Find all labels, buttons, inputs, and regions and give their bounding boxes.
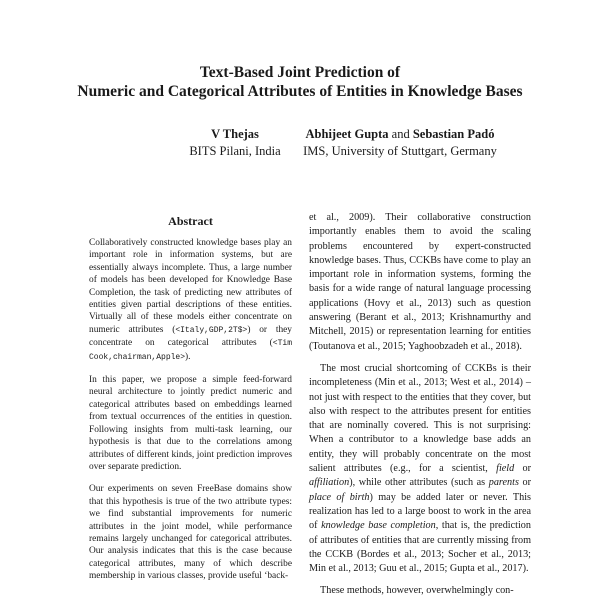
body-text: , that is, the prediction of attributes of entities that are currently missing from the CCKB (Bordes et al., 2013; Socher et al., 2013; Min et al., 2013; Guu et al., 2015; Gupta et al., 2017). [309,520,531,575]
paper-title [60,63,540,101]
author-names [300,126,500,143]
author-affiliation: IMS, University of Stuttgart, Germany [303,144,497,158]
title-line-1: Text-Based Joint Prediction of [199,64,401,81]
emphasis: place of birth [309,491,370,503]
body-text: or [518,477,531,489]
body-paragraph-3: These methods, however, overwhelmingly con- [320,585,514,597]
abstract-paragraph-2: In this paper, we propose a simple feed-forward neural architecture to jointly predict numeric and categorical attributes based on embeddings learned from textual occurrences of the entities in question. Following insights from multi-task learning, our hypothesis is that due to the correlations among attributes of different kinds, joint prediction improves over separate prediction. [89,375,292,472]
emphasis: parents [488,477,519,489]
author-name-b: Sebastian Padó [412,127,495,141]
body-text: ) may be added later or never. This realization has led to a large boost to work in the area of [309,491,531,532]
body-paragraph-2 [309,362,531,576]
code-example-categorical: <Tim Cook,chairman,Apple> [89,339,292,362]
right-column [309,211,531,607]
emphasis: affiliation [309,477,350,489]
body-text: or [514,463,531,475]
abstract-paragraph-1 [89,237,292,364]
abstract-paragraph-3: Our experiments on seven FreeBase domains show that this hypothesis is true of the two attribute types: we find substantial improvements for numeric attributes in the joint model, while performance remains largely unchanged for categorical attributes. Our analysis indicates that this is the case because categorical attributes, many of which describe membership in various classes, provide useful ‘back- [89,484,292,582]
author-conjunction: and [391,127,410,141]
abstract-heading: Abstract [168,214,213,228]
author-name: V Thejas [211,127,259,141]
body-text: ), while other attributes (such as [349,477,489,489]
author-affiliation: BITS Pilani, India [189,144,281,158]
body-text: The most crucial shortcoming of CCKBs is their incompleteness (Min et al., 2013; West et al., 2014) – not just with respect to the entities that they cover, but also with respect to the attributes present for entities that are nominally covered. This is not surprising: When a contributor to a knowledge base adds an entity, they will probably concentrate on the most salient attributes (e.g., for a scientist, [309,362,531,475]
abstract-text: ). [185,351,191,362]
author-block-2 [300,126,500,160]
body-paragraph-1: et al., 2009). Their collaborative construction importantly enables them to avoid the scaling problems encountered by expert-constructed knowledge bases. Thus, CCKBs have come to play an important role in information systems, forming the basis for a wide range of natural language processing applications (Hovy et al., 2013) such as question answering (Berant et al., 2013; Krishnamurthy and Mitchell, 2015) or representation learning for entities (Toutanova et al., 2015; Yaghoobzadeh et al., 2018). [309,212,531,352]
abstract-text: ) or they concentrate on categorical attributes ( [89,324,292,349]
left-column [89,214,292,593]
abstract-text: Collaboratively constructed knowledge bases play an important role in information systems, but are essentially always incomplete. Thus, a large number of models has been developed for Knowledge Base Completion, the task of predicting new attributes of entities given partial descriptions of these entities. Virtually all of these models either concentrate on numeric attributes ( [89,238,292,335]
emphasis: field [496,463,515,475]
title-line-2: Numeric and Categorical Attributes of Entities in Knowledge Bases [77,83,523,100]
emphasis: knowledge base completion [321,520,436,532]
code-example-numeric: <Italy,GDP,2T$> [175,325,248,335]
author-name-a: Abhijeet Gupta [305,127,389,141]
